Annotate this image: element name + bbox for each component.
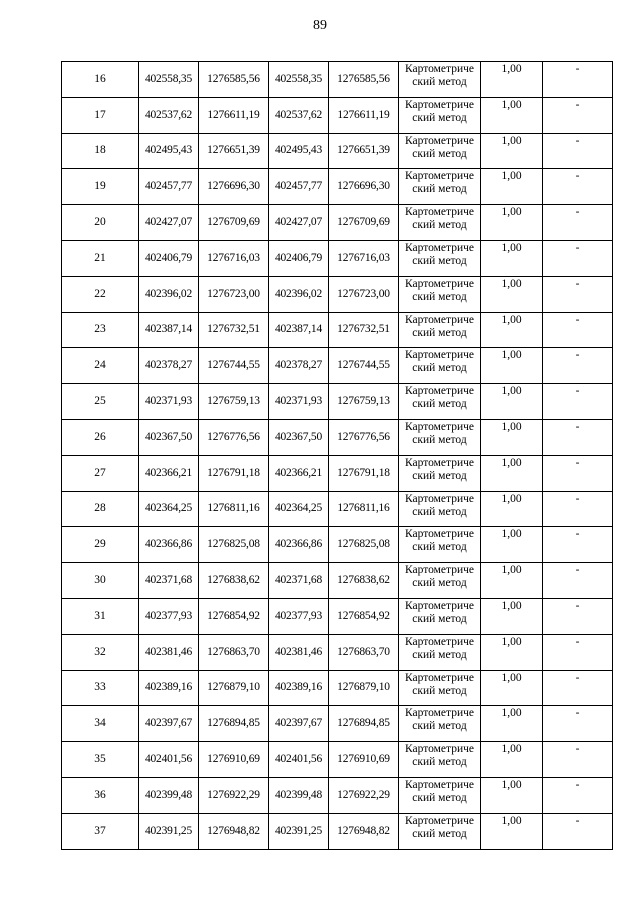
method-cell — [399, 348, 481, 384]
method-line-2: ский метод — [412, 648, 467, 661]
accuracy-cell: 1,00 — [481, 276, 543, 312]
accuracy-cell: 1,00 — [481, 312, 543, 348]
method-line-1: Картометриче — [405, 671, 474, 684]
method-cell — [399, 133, 481, 169]
method-cell — [399, 706, 481, 742]
point-number-cell: 19 — [62, 169, 139, 205]
y-coordinate-alt-cell: 1276651,39 — [329, 133, 399, 169]
x-coordinate-cell: 402366,21 — [139, 455, 199, 491]
accuracy-cell: 1,00 — [481, 205, 543, 241]
x-coordinate-cell: 402558,35 — [139, 62, 199, 98]
x-coordinate-cell: 402495,43 — [139, 133, 199, 169]
method-line-1: Картометриче — [405, 313, 474, 326]
table-row — [62, 240, 613, 276]
method-line-1: Картометриче — [405, 564, 474, 577]
x-coordinate-alt-cell: 402406,79 — [269, 240, 329, 276]
method-line-2: ский метод — [412, 720, 467, 733]
table-row — [62, 563, 613, 599]
x-coordinate-alt-cell: 402367,50 — [269, 419, 329, 455]
y-coordinate-cell: 1276910,69 — [199, 742, 269, 778]
method-line-2: ский метод — [412, 254, 467, 267]
table-row — [62, 634, 613, 670]
y-coordinate-cell: 1276759,13 — [199, 384, 269, 420]
x-coordinate-alt-cell: 402558,35 — [269, 62, 329, 98]
description-cell: - — [543, 527, 613, 563]
point-number-cell: 23 — [62, 312, 139, 348]
accuracy-cell: 1,00 — [481, 491, 543, 527]
y-coordinate-alt-cell: 1276732,51 — [329, 312, 399, 348]
y-coordinate-alt-cell: 1276776,56 — [329, 419, 399, 455]
x-coordinate-alt-cell: 402378,27 — [269, 348, 329, 384]
x-coordinate-cell: 402427,07 — [139, 205, 199, 241]
x-coordinate-alt-cell: 402377,93 — [269, 598, 329, 634]
point-number-cell: 17 — [62, 97, 139, 133]
accuracy-cell: 1,00 — [481, 97, 543, 133]
table-row — [62, 169, 613, 205]
method-line-2: ский метод — [412, 76, 467, 88]
accuracy-cell: 1,00 — [481, 384, 543, 420]
x-coordinate-cell: 402401,56 — [139, 742, 199, 778]
method-line-1: Картометриче — [405, 635, 474, 648]
point-number-cell: 27 — [62, 455, 139, 491]
description-cell: - — [543, 62, 613, 98]
table-body — [62, 62, 613, 850]
table-row — [62, 97, 613, 133]
x-coordinate-cell: 402378,27 — [139, 348, 199, 384]
description-cell: - — [543, 240, 613, 276]
method-line-2: ский метод — [412, 362, 467, 375]
method-line-1: Картометриче — [405, 492, 474, 505]
method-cell — [399, 419, 481, 455]
method-cell — [399, 491, 481, 527]
description-cell: - — [543, 312, 613, 348]
table-row — [62, 670, 613, 706]
y-coordinate-alt-cell: 1276922,29 — [329, 777, 399, 813]
y-coordinate-cell: 1276863,70 — [199, 634, 269, 670]
y-coordinate-cell: 1276744,55 — [199, 348, 269, 384]
x-coordinate-cell: 402371,68 — [139, 563, 199, 599]
method-line-2: ский метод — [412, 577, 467, 590]
method-line-2: ский метод — [412, 398, 467, 411]
description-cell: - — [543, 276, 613, 312]
table-row — [62, 742, 613, 778]
x-coordinate-alt-cell: 402391,25 — [269, 813, 329, 849]
x-coordinate-alt-cell: 402401,56 — [269, 742, 329, 778]
y-coordinate-alt-cell: 1276863,70 — [329, 634, 399, 670]
x-coordinate-cell: 402371,93 — [139, 384, 199, 420]
point-number-cell: 28 — [62, 491, 139, 527]
accuracy-cell: 1,00 — [481, 598, 543, 634]
accuracy-cell: 1,00 — [481, 133, 543, 169]
point-number-cell: 20 — [62, 205, 139, 241]
method-cell — [399, 455, 481, 491]
y-coordinate-alt-cell: 1276838,62 — [329, 563, 399, 599]
x-coordinate-cell: 402377,93 — [139, 598, 199, 634]
y-coordinate-cell: 1276948,82 — [199, 813, 269, 849]
point-number-cell: 18 — [62, 133, 139, 169]
accuracy-cell: 1,00 — [481, 527, 543, 563]
accuracy-cell: 1,00 — [481, 742, 543, 778]
y-coordinate-cell: 1276879,10 — [199, 670, 269, 706]
x-coordinate-alt-cell: 402495,43 — [269, 133, 329, 169]
method-line-1: Картометриче — [405, 170, 474, 183]
y-coordinate-alt-cell: 1276696,30 — [329, 169, 399, 205]
x-coordinate-alt-cell: 402397,67 — [269, 706, 329, 742]
x-coordinate-cell: 402366,86 — [139, 527, 199, 563]
x-coordinate-alt-cell: 402381,46 — [269, 634, 329, 670]
method-line-2: ский метод — [412, 111, 467, 124]
method-cell — [399, 384, 481, 420]
method-cell — [399, 527, 481, 563]
method-line-1: Картометриче — [405, 349, 474, 362]
y-coordinate-alt-cell: 1276723,00 — [329, 276, 399, 312]
accuracy-cell: 1,00 — [481, 777, 543, 813]
table-row — [62, 777, 613, 813]
y-coordinate-cell: 1276696,30 — [199, 169, 269, 205]
table-row — [62, 133, 613, 169]
point-number-cell: 22 — [62, 276, 139, 312]
y-coordinate-cell: 1276651,39 — [199, 133, 269, 169]
method-line-2: ский метод — [412, 541, 467, 554]
description-cell: - — [543, 634, 613, 670]
method-line-1: Картометриче — [405, 206, 474, 219]
x-coordinate-cell: 402399,48 — [139, 777, 199, 813]
y-coordinate-alt-cell: 1276759,13 — [329, 384, 399, 420]
method-line-1: Картометриче — [405, 599, 474, 612]
method-line-2: ский метод — [412, 183, 467, 196]
y-coordinate-alt-cell: 1276716,03 — [329, 240, 399, 276]
x-coordinate-alt-cell: 402366,21 — [269, 455, 329, 491]
x-coordinate-alt-cell: 402364,25 — [269, 491, 329, 527]
method-cell — [399, 276, 481, 312]
method-line-1: Картометриче — [405, 528, 474, 541]
description-cell: - — [543, 205, 613, 241]
point-number-cell: 25 — [62, 384, 139, 420]
y-coordinate-alt-cell: 1276811,16 — [329, 491, 399, 527]
point-number-cell: 36 — [62, 777, 139, 813]
method-line-1: Картометриче — [405, 241, 474, 254]
x-coordinate-cell: 402537,62 — [139, 97, 199, 133]
method-line-2: ский метод — [412, 612, 467, 625]
y-coordinate-cell: 1276811,16 — [199, 491, 269, 527]
accuracy-cell: 1,00 — [481, 348, 543, 384]
accuracy-cell: 1,00 — [481, 240, 543, 276]
method-line-1: Картометриче — [405, 63, 474, 75]
method-line-2: ский метод — [412, 827, 467, 840]
method-cell — [399, 670, 481, 706]
table-row — [62, 312, 613, 348]
method-line-1: Картометриче — [405, 456, 474, 469]
description-cell: - — [543, 455, 613, 491]
y-coordinate-cell: 1276585,56 — [199, 62, 269, 98]
y-coordinate-alt-cell: 1276948,82 — [329, 813, 399, 849]
description-cell: - — [543, 419, 613, 455]
method-line-2: ский метод — [412, 469, 467, 482]
method-line-2: ский метод — [412, 433, 467, 446]
y-coordinate-alt-cell: 1276744,55 — [329, 348, 399, 384]
y-coordinate-cell: 1276922,29 — [199, 777, 269, 813]
method-line-2: ский метод — [412, 756, 467, 769]
y-coordinate-cell: 1276716,03 — [199, 240, 269, 276]
accuracy-cell: 1,00 — [481, 62, 543, 98]
point-number-cell: 32 — [62, 634, 139, 670]
y-coordinate-cell: 1276894,85 — [199, 706, 269, 742]
method-line-2: ский метод — [412, 219, 467, 232]
method-cell — [399, 97, 481, 133]
y-coordinate-alt-cell: 1276709,69 — [329, 205, 399, 241]
y-coordinate-alt-cell: 1276825,08 — [329, 527, 399, 563]
point-number-cell: 29 — [62, 527, 139, 563]
point-number-cell: 37 — [62, 813, 139, 849]
point-number-cell: 24 — [62, 348, 139, 384]
table-row — [62, 706, 613, 742]
y-coordinate-cell: 1276825,08 — [199, 527, 269, 563]
method-cell — [399, 205, 481, 241]
x-coordinate-cell: 402457,77 — [139, 169, 199, 205]
table-row — [62, 62, 613, 98]
x-coordinate-cell: 402396,02 — [139, 276, 199, 312]
description-cell: - — [543, 348, 613, 384]
description-cell: - — [543, 670, 613, 706]
method-line-2: ский метод — [412, 505, 467, 518]
x-coordinate-cell: 402381,46 — [139, 634, 199, 670]
y-coordinate-cell: 1276791,18 — [199, 455, 269, 491]
table-row — [62, 384, 613, 420]
accuracy-cell: 1,00 — [481, 670, 543, 706]
x-coordinate-alt-cell: 402427,07 — [269, 205, 329, 241]
y-coordinate-alt-cell: 1276854,92 — [329, 598, 399, 634]
y-coordinate-alt-cell: 1276910,69 — [329, 742, 399, 778]
method-line-2: ский метод — [412, 290, 467, 303]
point-number-cell: 35 — [62, 742, 139, 778]
x-coordinate-alt-cell: 402396,02 — [269, 276, 329, 312]
method-line-1: Картометриче — [405, 385, 474, 398]
method-cell — [399, 169, 481, 205]
x-coordinate-alt-cell: 402457,77 — [269, 169, 329, 205]
method-line-1: Картометриче — [405, 98, 474, 111]
description-cell: - — [543, 598, 613, 634]
method-line-2: ский метод — [412, 684, 467, 697]
accuracy-cell: 1,00 — [481, 563, 543, 599]
description-cell: - — [543, 706, 613, 742]
method-cell — [399, 312, 481, 348]
x-coordinate-cell: 402389,16 — [139, 670, 199, 706]
point-number-cell: 21 — [62, 240, 139, 276]
x-coordinate-cell: 402391,25 — [139, 813, 199, 849]
description-cell: - — [543, 777, 613, 813]
method-line-1: Картометриче — [405, 420, 474, 433]
x-coordinate-alt-cell: 402371,68 — [269, 563, 329, 599]
description-cell: - — [543, 384, 613, 420]
method-cell — [399, 598, 481, 634]
table-row — [62, 813, 613, 849]
accuracy-cell: 1,00 — [481, 455, 543, 491]
description-cell: - — [543, 133, 613, 169]
y-coordinate-cell: 1276838,62 — [199, 563, 269, 599]
method-cell — [399, 62, 481, 98]
x-coordinate-cell: 402387,14 — [139, 312, 199, 348]
method-line-1: Картометриче — [405, 707, 474, 720]
method-line-2: ский метод — [412, 147, 467, 160]
table-row — [62, 491, 613, 527]
method-line-2: ский метод — [412, 326, 467, 339]
method-line-1: Картометриче — [405, 778, 474, 791]
description-cell: - — [543, 813, 613, 849]
method-line-1: Картометриче — [405, 814, 474, 827]
description-cell: - — [543, 563, 613, 599]
point-number-cell: 16 — [62, 62, 139, 98]
table-row — [62, 205, 613, 241]
accuracy-cell: 1,00 — [481, 634, 543, 670]
point-number-cell: 26 — [62, 419, 139, 455]
method-line-2: ский метод — [412, 791, 467, 804]
x-coordinate-cell: 402397,67 — [139, 706, 199, 742]
y-coordinate-cell: 1276854,92 — [199, 598, 269, 634]
page-number: 89 — [313, 18, 327, 33]
method-line-1: Картометриче — [405, 134, 474, 147]
y-coordinate-cell: 1276723,00 — [199, 276, 269, 312]
y-coordinate-cell: 1276611,19 — [199, 97, 269, 133]
method-line-1: Картометриче — [405, 743, 474, 756]
x-coordinate-alt-cell: 402387,14 — [269, 312, 329, 348]
method-line-1: Картометриче — [405, 277, 474, 290]
table-row — [62, 598, 613, 634]
x-coordinate-alt-cell: 402399,48 — [269, 777, 329, 813]
x-coordinate-alt-cell: 402371,93 — [269, 384, 329, 420]
description-cell: - — [543, 97, 613, 133]
x-coordinate-alt-cell: 402537,62 — [269, 97, 329, 133]
x-coordinate-alt-cell: 402366,86 — [269, 527, 329, 563]
method-cell — [399, 563, 481, 599]
accuracy-cell: 1,00 — [481, 706, 543, 742]
coordinates-table — [61, 61, 613, 850]
y-coordinate-cell: 1276732,51 — [199, 312, 269, 348]
point-number-cell: 31 — [62, 598, 139, 634]
x-coordinate-alt-cell: 402389,16 — [269, 670, 329, 706]
table-row — [62, 527, 613, 563]
description-cell: - — [543, 742, 613, 778]
point-number-cell: 33 — [62, 670, 139, 706]
x-coordinate-cell: 402367,50 — [139, 419, 199, 455]
table-row — [62, 276, 613, 312]
accuracy-cell: 1,00 — [481, 419, 543, 455]
y-coordinate-cell: 1276709,69 — [199, 205, 269, 241]
method-cell — [399, 813, 481, 849]
point-number-cell: 30 — [62, 563, 139, 599]
point-number-cell: 34 — [62, 706, 139, 742]
accuracy-cell: 1,00 — [481, 813, 543, 849]
method-cell — [399, 742, 481, 778]
y-coordinate-alt-cell: 1276791,18 — [329, 455, 399, 491]
table-row — [62, 348, 613, 384]
table-row — [62, 419, 613, 455]
y-coordinate-alt-cell: 1276894,85 — [329, 706, 399, 742]
x-coordinate-cell: 402406,79 — [139, 240, 199, 276]
accuracy-cell: 1,00 — [481, 169, 543, 205]
table-row — [62, 455, 613, 491]
y-coordinate-alt-cell: 1276585,56 — [329, 62, 399, 98]
method-cell — [399, 240, 481, 276]
method-cell — [399, 634, 481, 670]
y-coordinate-cell: 1276776,56 — [199, 419, 269, 455]
y-coordinate-alt-cell: 1276611,19 — [329, 97, 399, 133]
y-coordinate-alt-cell: 1276879,10 — [329, 670, 399, 706]
description-cell: - — [543, 169, 613, 205]
method-cell — [399, 777, 481, 813]
description-cell: - — [543, 491, 613, 527]
x-coordinate-cell: 402364,25 — [139, 491, 199, 527]
